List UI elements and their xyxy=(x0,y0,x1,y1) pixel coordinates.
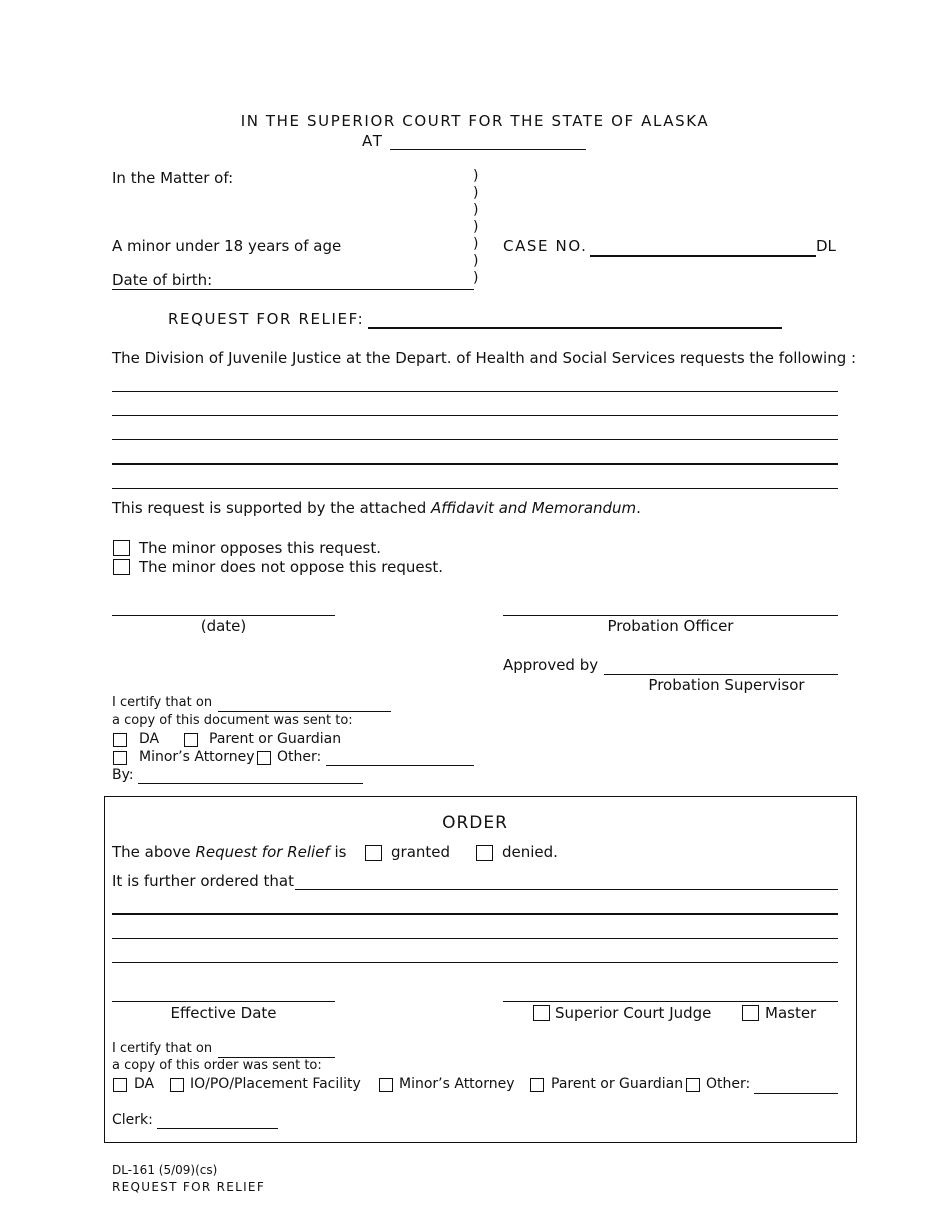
certify-label: I certify that on xyxy=(112,695,213,710)
facility-checkbox[interactable] xyxy=(170,1078,184,1092)
at-label: AT xyxy=(362,132,384,150)
certify-date-field[interactable] xyxy=(218,711,391,712)
not-oppose-checkbox[interactable] xyxy=(113,559,130,575)
by-field[interactable] xyxy=(138,783,363,784)
parent-label: Parent or Guardian xyxy=(209,731,342,747)
copy-label: a copy of this document was sent to: xyxy=(112,713,353,728)
above-prefix: The above xyxy=(112,843,196,861)
further-label: It is further ordered that xyxy=(112,872,294,890)
officer-signature-field[interactable] xyxy=(503,615,838,616)
supervisor-label: Probation Supervisor xyxy=(648,676,805,694)
attorney-checkbox[interactable] xyxy=(113,751,127,765)
order-statement xyxy=(112,843,346,861)
date-field[interactable] xyxy=(112,615,335,616)
support-statement xyxy=(112,499,641,517)
caption-paren: ) xyxy=(473,185,479,201)
da-label: DA xyxy=(139,731,160,747)
opposes-label: The minor opposes this request. xyxy=(139,539,382,557)
judge-checkbox[interactable] xyxy=(533,1005,550,1021)
caption-paren: ) xyxy=(473,202,479,218)
case-no-field[interactable] xyxy=(590,255,816,257)
facility-label: IO/PO/Placement Facility xyxy=(190,1076,361,1092)
caption-paren: ) xyxy=(473,270,479,286)
attorney-label: Minor’s Attorney xyxy=(139,749,255,765)
other-checkbox[interactable] xyxy=(257,751,271,765)
other2-label: Other: xyxy=(706,1076,751,1092)
order-title: ORDER xyxy=(442,813,508,833)
request-line-1[interactable] xyxy=(112,391,838,392)
not-oppose-label: The minor does not oppose this request. xyxy=(139,558,444,576)
minor-label: A minor under 18 years of age xyxy=(112,237,342,255)
request-title-label: REQUEST FOR RELIEF: xyxy=(168,310,365,328)
da2-label: DA xyxy=(134,1076,155,1092)
request-line-5[interactable] xyxy=(112,488,838,489)
matter-label: In the Matter of: xyxy=(112,169,234,187)
opposes-checkbox[interactable] xyxy=(113,540,130,556)
approved-field[interactable] xyxy=(604,674,838,675)
caption-paren: ) xyxy=(473,236,479,252)
clerk-field[interactable] xyxy=(157,1128,278,1129)
further-line-4[interactable] xyxy=(112,962,838,963)
effective-label: Effective Date xyxy=(170,1004,277,1022)
request-line-4[interactable] xyxy=(112,463,838,465)
granted-label: granted xyxy=(391,843,451,861)
judge-label: Superior Court Judge xyxy=(555,1004,712,1022)
above-suffix: is xyxy=(329,843,347,861)
master-checkbox[interactable] xyxy=(742,1005,759,1021)
granted-checkbox[interactable] xyxy=(365,845,382,861)
other-label: Other: xyxy=(277,749,322,765)
officer-label: Probation Officer xyxy=(607,617,734,635)
approved-label: Approved by xyxy=(503,656,599,674)
further-line-3[interactable] xyxy=(112,938,838,939)
form-title: REQUEST FOR RELIEF xyxy=(112,1180,266,1194)
other2-field[interactable] xyxy=(754,1093,838,1094)
other2-checkbox[interactable] xyxy=(686,1078,700,1092)
dob-field[interactable] xyxy=(112,289,474,290)
case-no-label: CASE NO. xyxy=(503,237,588,255)
certify2-label: I certify that on xyxy=(112,1041,213,1056)
attorney2-label: Minor’s Attorney xyxy=(399,1076,515,1092)
caption-paren: ) xyxy=(473,219,479,235)
form-number: DL-161 (5/09)(cs) xyxy=(112,1163,218,1177)
by-label: By: xyxy=(112,767,134,783)
parent-checkbox[interactable] xyxy=(184,733,198,747)
da-checkbox[interactable] xyxy=(113,733,127,747)
date-label: (date) xyxy=(200,617,247,635)
support-italic: Affidavit and Memorandum xyxy=(431,499,637,517)
other-field[interactable] xyxy=(326,765,474,766)
caption-paren: ) xyxy=(473,168,479,184)
attorney2-checkbox[interactable] xyxy=(379,1078,393,1092)
dob-label: Date of birth: xyxy=(112,271,213,289)
parent2-checkbox[interactable] xyxy=(530,1078,544,1092)
request-line-2[interactable] xyxy=(112,415,838,416)
court-location-field[interactable] xyxy=(390,149,586,150)
da2-checkbox[interactable] xyxy=(113,1078,127,1092)
request-title-field[interactable] xyxy=(368,327,782,329)
request-intro: The Division of Juvenile Justice at the Depart. of Health and Social Services requests the following : xyxy=(112,349,857,367)
copy2-label: a copy of this order was sent to: xyxy=(112,1058,322,1073)
judge-signature-field[interactable] xyxy=(503,1001,838,1002)
caption-paren: ) xyxy=(473,253,479,269)
further-line-2[interactable] xyxy=(112,913,838,915)
case-suffix: DL xyxy=(816,237,836,255)
further-line-1[interactable] xyxy=(295,889,838,890)
denied-label: denied. xyxy=(502,843,558,861)
effective-date-field[interactable] xyxy=(112,1001,335,1002)
clerk-label: Clerk: xyxy=(112,1112,153,1128)
above-italic: Request for Relief xyxy=(195,843,330,861)
parent2-label: Parent or Guardian xyxy=(551,1076,684,1092)
denied-checkbox[interactable] xyxy=(476,845,493,861)
court-title: IN THE SUPERIOR COURT FOR THE STATE OF ALASKA xyxy=(240,112,710,130)
master-label: Master xyxy=(765,1004,817,1022)
support-suffix: . xyxy=(636,499,641,517)
support-prefix: This request is supported by the attached xyxy=(112,499,432,517)
request-line-3[interactable] xyxy=(112,439,838,440)
